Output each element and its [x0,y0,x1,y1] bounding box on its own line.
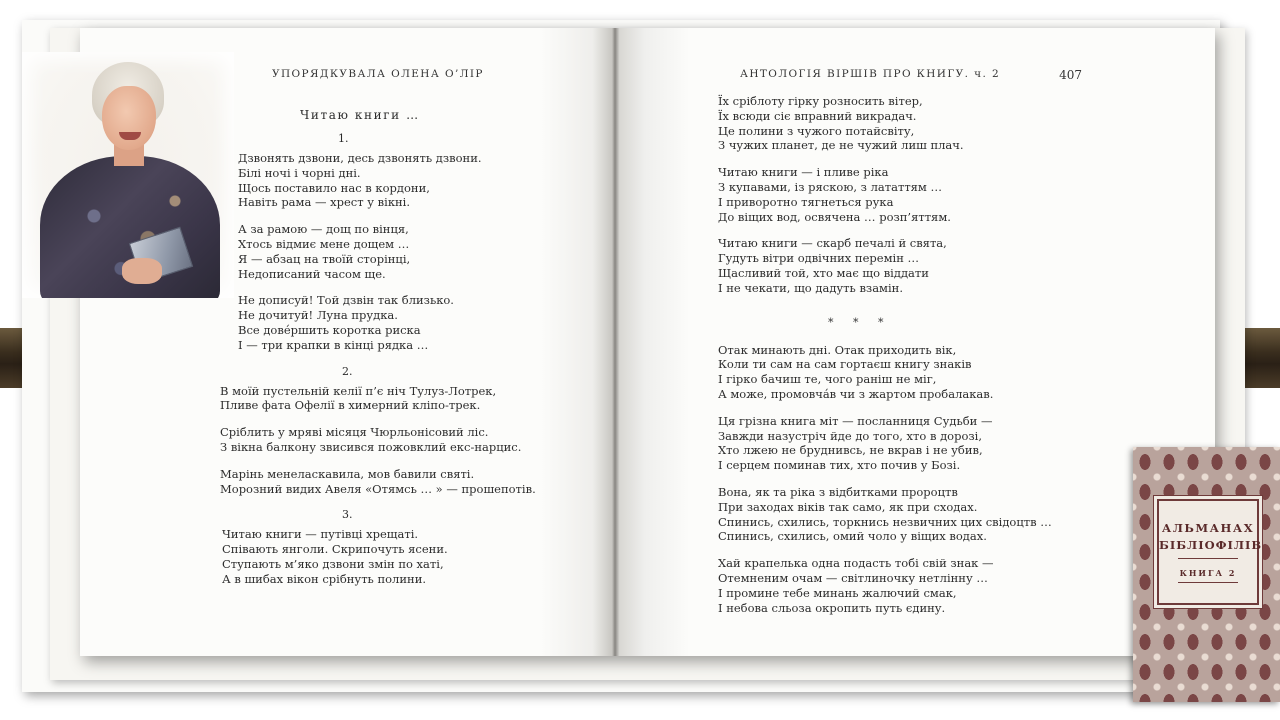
poem-line: А за рамою — дощ по вінця, [238,222,409,237]
section-number: 3. [342,508,353,522]
poem-line: В моїй пустельній келії п’є ніч Тулуз-Лотрек, [220,383,497,398]
poem-line: З купавами, із ряскою, з лататтям … [718,179,943,194]
poem-line: І не чекати, що дадуть взамін. [718,280,903,295]
page-number: 407 [1059,68,1082,82]
poem-line: Хто лжею не бруднивсь, не вкрав і не убив, [718,443,983,458]
poem-line: При заходах віків так само, як при сходах. [718,499,978,514]
stanza [718,343,1118,402]
right-page [718,68,1118,627]
almanac-title-line2: БІБЛІОФІЛІВ [1159,538,1263,552]
right-running-head [740,68,1082,82]
poem-line: Читаю книги — скарб печалі й свята, [718,236,947,251]
poem-line: Дзвонять дзвони, десь дзвонять дзвони. [238,151,482,165]
poem-title: Читаю книги … [300,108,420,122]
poem-line: Щасливий той, хто має що віддати [718,265,929,280]
poem-line: Співають янголи. Скрипочуть ясени. [222,542,448,557]
stanza [220,384,560,414]
stanza [220,425,560,455]
stanza [718,236,1118,295]
poem-line: Це полини з чужого потайсвіту, [718,123,915,138]
poem-line: Не дочитуй! Луна прудка. [238,308,398,323]
poem-line: Читаю книги — і пливе ріка [718,165,889,180]
poem-line: І небова сльоза окропить путь єдину. [718,600,946,615]
poem-line: Їх сріблоту гірку розносить вітер, [718,94,923,108]
stanza [718,556,1118,615]
section-number: 2. [342,364,353,378]
almanac-title-line1: АЛЬМАНАХ [1161,521,1255,535]
stanza [238,222,560,281]
poem-line: Коли ти сам на сам гортаєш книгу знаків [718,357,972,372]
poem-line: І серцем поминав тих, хто почив у Бозі. [718,458,961,473]
poem-line: До віщих вод, освячена … розп’яттям. [718,209,951,224]
poem-line: Гудуть вітри одвічних перемін … [718,251,920,266]
section-number: 1. [338,132,349,145]
stanza [718,94,1118,153]
poem-line: І гірко бачиш те, чого раніш не міг, [718,372,937,387]
open-book-spread [80,28,1215,656]
left-poem-sections [220,132,560,587]
almanac-rule-top [1178,558,1238,559]
stanza [238,151,560,210]
stanza-separator: * * * [828,315,892,329]
stanza [220,467,560,497]
right-running-head-title: АНТОЛОГІЯ ВІРШІВ ПРО КНИГУ. ч. 2 [740,68,1001,80]
poem-line: Отемненим очам — світлиночку нетлінну … [718,570,988,585]
left-running-head: УПОРЯДКУВАЛА ОЛЕНА О’ЛІР [272,68,484,80]
poem-line: З вікна балкону звисився пожовклий екс-нарцис. [220,439,522,454]
photo-hand [122,258,162,284]
poem-line: З чужих планет, де не чужий лиш плач. [718,138,964,153]
poem-line: Ступають м’яко дзвони змін по хаті, [222,556,444,571]
poem-line: Пливе фата Офелії в химерний кліпо-трек. [220,398,481,413]
poem-line: Щось поставило нас в кордони, [238,180,430,195]
author-photo [22,52,234,298]
poem-line: Навіть рама — хрест у вікні. [238,195,411,210]
poem-line: Не дописуй! Той дзвін так близько. [238,293,454,308]
poem-line: Їх всюди сіє вправний викрадач. [718,108,917,123]
poem-line: Марінь менеласкавила, мов бавили святі. [220,466,475,481]
poem-line: А в шибах вікон срібнуть полини. [222,571,427,586]
almanac-cover-label [1157,499,1263,605]
poem-line: І приворотно тягнеться рука [718,194,894,209]
stanza [718,165,1118,224]
poem-line: Читаю книги — путівці хрещаті. [222,527,419,542]
poem-line: Вона, як та ріка з відбитками пророцтв [718,484,958,499]
poem-line: Отак минають дні. Отак приходить вік, [718,342,957,357]
poem-line: Все довéршить коротка риска [238,322,421,337]
almanac-book-label: КНИГА 2 [1179,568,1237,578]
stanza [238,293,560,352]
poem-line: Недописаний часом ще. [238,266,386,281]
poem-line: Хтось відмиє мене дощем … [238,236,410,251]
stanza [222,527,560,586]
poem-line: Ця грізна книга міт — посланниця Судьби — [718,413,993,428]
book-gutter-shadow [540,28,690,656]
stanza [718,414,1118,473]
poem-line: Спинись, схились, омий чоло у віщих водах. [718,529,987,544]
poem-line: Я — абзац на твоїй сторінці, [238,251,411,266]
poem-line: Хай крапелька одна подасть тобі свій знак — [718,556,994,571]
right-stanzas-after-break [718,343,1118,616]
poem-line: Морозний видих Авеля «Отямсь … » — прошепотів. [220,481,536,496]
poem-line: Сріблить у мряві місяця Чюрльонісовий ліс. [220,425,489,440]
almanac-rule-bottom [1178,582,1238,583]
poem-line: Білі ночі і чорні дні. [238,165,361,180]
poem-line: Спинись, схились, торкнись незвичних цих свідоцтв … [718,514,1052,529]
poem-line: Завжди назустріч йде до того, хто в дорозі, [718,428,983,443]
almanac-book-cover [1133,447,1280,702]
poem-line: І промине тебе минань жалючий смак, [718,585,957,600]
left-page [220,68,560,599]
photo-face [102,86,156,150]
poem-line: А може, промовчáв чи з жартом пробалакав. [718,386,994,401]
right-stanzas-before-break [718,94,1118,296]
poem-line: І — три крапки в кінці рядка … [238,337,429,352]
stanza [718,485,1118,544]
